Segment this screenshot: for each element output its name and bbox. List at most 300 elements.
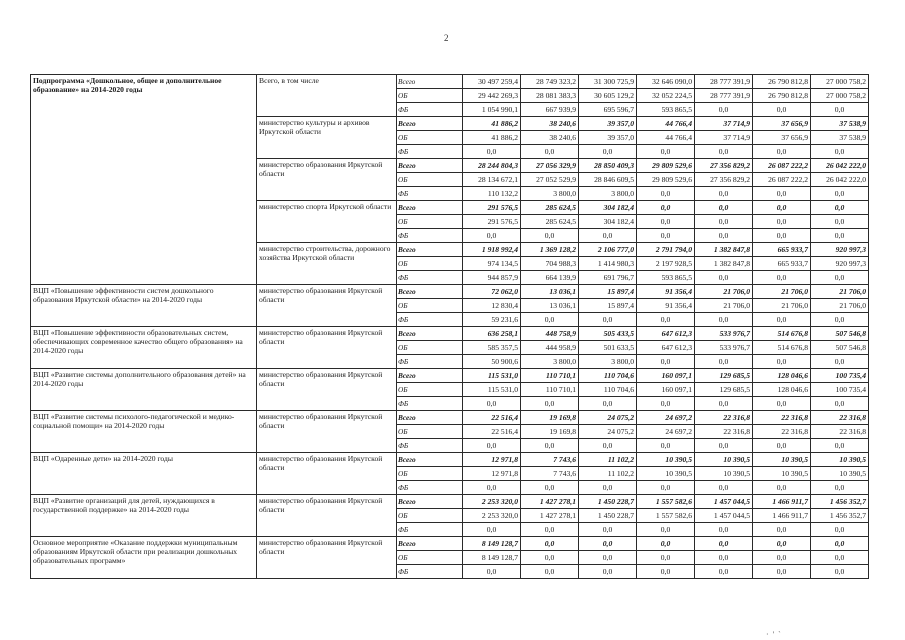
amount-cell: 593 865,5: [637, 271, 695, 285]
amount-cell: 115 531,0: [463, 369, 521, 383]
amount-cell: 21 706,0: [753, 299, 811, 313]
amount-cell: 59 231,6: [463, 313, 521, 327]
amount-cell: 0,0: [695, 271, 753, 285]
amount-cell: 0,0: [579, 229, 637, 243]
amount-cell: 1 456 352,7: [811, 495, 869, 509]
amount-cell: 72 062,0: [463, 285, 521, 299]
amount-cell: 3 800,0: [521, 187, 579, 201]
amount-cell: 26 087 222,2: [753, 159, 811, 173]
table-row: [31, 537, 869, 551]
executor-name: министерство культуры и архивов Иркутской области: [257, 117, 397, 159]
amount-cell: 10 390,5: [753, 453, 811, 467]
amount-cell: 1 382 847,8: [695, 257, 753, 271]
amount-cell: 0,0: [811, 523, 869, 537]
amount-cell: 110 704,6: [579, 369, 637, 383]
amount-cell: 1 457 044,5: [695, 495, 753, 509]
funding-source: ФБ: [397, 313, 463, 327]
amount-cell: 0,0: [695, 565, 753, 579]
amount-cell: 1 557 582,6: [637, 509, 695, 523]
amount-cell: 0,0: [637, 229, 695, 243]
funding-source: ОБ: [397, 341, 463, 355]
amount-cell: 0,0: [695, 103, 753, 117]
executor-name: министерство образования Иркутской области: [257, 495, 397, 537]
amount-cell: 0,0: [579, 523, 637, 537]
funding-source: ОБ: [397, 173, 463, 187]
amount-cell: 0,0: [463, 397, 521, 411]
funding-source: Всего: [397, 495, 463, 509]
amount-cell: 0,0: [811, 201, 869, 215]
amount-cell: 12 971,8: [463, 453, 521, 467]
amount-cell: 304 182,4: [579, 201, 637, 215]
amount-cell: 26 790 812,8: [753, 75, 811, 89]
amount-cell: 29 442 269,3: [463, 89, 521, 103]
amount-cell: 0,0: [753, 439, 811, 453]
amount-cell: 7 743,6: [521, 467, 579, 481]
amount-cell: 7 743,6: [521, 453, 579, 467]
amount-cell: 0,0: [521, 481, 579, 495]
amount-cell: 10 390,5: [637, 467, 695, 481]
amount-cell: 0,0: [753, 215, 811, 229]
amount-cell: 0,0: [811, 187, 869, 201]
funding-source: Всего: [397, 537, 463, 551]
funding-source: Всего: [397, 243, 463, 257]
amount-cell: 110 132,2: [463, 187, 521, 201]
amount-cell: 0,0: [637, 565, 695, 579]
amount-cell: 15 897,4: [579, 299, 637, 313]
amount-cell: 0,0: [695, 439, 753, 453]
amount-cell: 110 710,1: [521, 383, 579, 397]
executor-name: министерство образования Иркутской области: [257, 537, 397, 579]
amount-cell: 0,0: [579, 145, 637, 159]
amount-cell: 0,0: [753, 103, 811, 117]
amount-cell: 0,0: [579, 397, 637, 411]
amount-cell: 21 706,0: [695, 285, 753, 299]
amount-cell: 974 134,5: [463, 257, 521, 271]
amount-cell: 24 075,2: [579, 411, 637, 425]
amount-cell: 691 796,7: [579, 271, 637, 285]
amount-cell: 27 356 829,2: [695, 173, 753, 187]
amount-cell: 593 865,5: [637, 103, 695, 117]
funding-source: ОБ: [397, 299, 463, 313]
amount-cell: 26 790 812,8: [753, 89, 811, 103]
program-name: Основное мероприятие «Оказание поддержки муниципальным образованиям Иркутской области при реализации дошкольных образовательных программ»: [31, 537, 257, 579]
funding-source: ФБ: [397, 229, 463, 243]
amount-cell: 1 456 352,7: [811, 509, 869, 523]
amount-cell: 26 042 222,0: [811, 159, 869, 173]
amount-cell: 695 596,7: [579, 103, 637, 117]
amount-cell: 0,0: [637, 537, 695, 551]
program-name: ВЦП «Повышение эффективности систем дошкольного образования Иркутской области» на 2014-2020 годы: [31, 285, 257, 327]
amount-cell: 0,0: [637, 355, 695, 369]
amount-cell: 0,0: [811, 103, 869, 117]
funding-source: ФБ: [397, 439, 463, 453]
amount-cell: 0,0: [579, 537, 637, 551]
amount-cell: 100 735,4: [811, 369, 869, 383]
amount-cell: 115 531,0: [463, 383, 521, 397]
amount-cell: 304 182,4: [579, 215, 637, 229]
amount-cell: 37 714,9: [695, 131, 753, 145]
amount-cell: 38 240,6: [521, 131, 579, 145]
scan-artifact: · ' `: [766, 630, 782, 639]
table-body: [31, 75, 869, 579]
amount-cell: 0,0: [463, 145, 521, 159]
amount-cell: 0,0: [753, 229, 811, 243]
amount-cell: 44 766,4: [637, 131, 695, 145]
amount-cell: 31 300 725,9: [579, 75, 637, 89]
funding-source: ОБ: [397, 383, 463, 397]
funding-source: ОБ: [397, 89, 463, 103]
amount-cell: 29 809 529,6: [637, 173, 695, 187]
amount-cell: 0,0: [753, 187, 811, 201]
amount-cell: 2 253 320,0: [463, 509, 521, 523]
amount-cell: 27 000 758,2: [811, 89, 869, 103]
executor-name: министерство образования Иркутской области: [257, 285, 397, 327]
amount-cell: 514 676,8: [753, 341, 811, 355]
amount-cell: 21 706,0: [811, 299, 869, 313]
amount-cell: 0,0: [463, 439, 521, 453]
amount-cell: 1 466 911,7: [753, 509, 811, 523]
amount-cell: 32 646 090,0: [637, 75, 695, 89]
amount-cell: 3 800,0: [579, 187, 637, 201]
funding-source: ОБ: [397, 131, 463, 145]
amount-cell: 3 800,0: [521, 355, 579, 369]
amount-cell: 667 939,9: [521, 103, 579, 117]
amount-cell: 129 685,5: [695, 369, 753, 383]
amount-cell: 22 316,8: [695, 411, 753, 425]
funding-source: Всего: [397, 327, 463, 341]
amount-cell: 920 997,3: [811, 257, 869, 271]
amount-cell: 22 316,8: [695, 425, 753, 439]
amount-cell: 0,0: [637, 481, 695, 495]
amount-cell: 2 253 320,0: [463, 495, 521, 509]
amount-cell: 15 897,4: [579, 285, 637, 299]
amount-cell: 1 427 278,1: [521, 495, 579, 509]
amount-cell: 944 857,9: [463, 271, 521, 285]
amount-cell: 0,0: [579, 313, 637, 327]
program-name: ВЦП «Повышение эффективности образовательных систем, обеспечивающих современное качество общего образования» на 2014-2020 годы: [31, 327, 257, 369]
executor-name: Всего, в том числе: [257, 75, 397, 117]
amount-cell: 0,0: [695, 551, 753, 565]
amount-cell: 28 244 804,3: [463, 159, 521, 173]
amount-cell: 44 766,4: [637, 117, 695, 131]
amount-cell: 24 075,2: [579, 425, 637, 439]
amount-cell: 22 316,8: [753, 425, 811, 439]
table-row: [31, 453, 869, 467]
page-number: 2: [444, 33, 449, 43]
amount-cell: 8 149 128,7: [463, 537, 521, 551]
funding-source: ОБ: [397, 509, 463, 523]
funding-source: ФБ: [397, 565, 463, 579]
amount-cell: 0,0: [521, 229, 579, 243]
amount-cell: 1 457 044,5: [695, 509, 753, 523]
table-row: [31, 411, 869, 425]
executor-name: министерство образования Иркутской области: [257, 411, 397, 453]
amount-cell: 30 605 129,2: [579, 89, 637, 103]
amount-cell: 21 706,0: [753, 285, 811, 299]
funding-source: Всего: [397, 159, 463, 173]
funding-source: Всего: [397, 369, 463, 383]
funding-source: ФБ: [397, 103, 463, 117]
amount-cell: 0,0: [811, 397, 869, 411]
amount-cell: 665 933,7: [753, 257, 811, 271]
amount-cell: 24 697,2: [637, 411, 695, 425]
amount-cell: 0,0: [753, 313, 811, 327]
amount-cell: 0,0: [521, 523, 579, 537]
amount-cell: 10 390,5: [811, 453, 869, 467]
amount-cell: 0,0: [463, 481, 521, 495]
amount-cell: 160 097,1: [637, 369, 695, 383]
executor-name: министерство строительства, дорожного хозяйства Иркутской области: [257, 243, 397, 285]
amount-cell: 1 382 847,8: [695, 243, 753, 257]
amount-cell: 24 697,2: [637, 425, 695, 439]
amount-cell: 0,0: [695, 229, 753, 243]
executor-name: министерство образования Иркутской области: [257, 369, 397, 411]
amount-cell: 0,0: [753, 145, 811, 159]
amount-cell: 0,0: [637, 551, 695, 565]
amount-cell: 636 258,1: [463, 327, 521, 341]
amount-cell: 444 958,9: [521, 341, 579, 355]
amount-cell: 128 046,6: [753, 383, 811, 397]
amount-cell: 533 976,7: [695, 327, 753, 341]
amount-cell: 21 706,0: [811, 285, 869, 299]
amount-cell: 28 749 323,2: [521, 75, 579, 89]
amount-cell: 39 357,0: [579, 131, 637, 145]
amount-cell: 0,0: [811, 537, 869, 551]
program-name: ВЦП «Развитие организаций для детей, нуждающихся в государственной поддержке» на 2014-2020 годы: [31, 495, 257, 537]
funding-source: ФБ: [397, 523, 463, 537]
amount-cell: 665 933,7: [753, 243, 811, 257]
amount-cell: 1 450 228,7: [579, 509, 637, 523]
amount-cell: 0,0: [695, 187, 753, 201]
amount-cell: 10 390,5: [811, 467, 869, 481]
amount-cell: 22 316,8: [811, 411, 869, 425]
amount-cell: 91 356,4: [637, 299, 695, 313]
amount-cell: 28 850 409,3: [579, 159, 637, 173]
amount-cell: 0,0: [695, 397, 753, 411]
amount-cell: 0,0: [753, 201, 811, 215]
funding-source: ФБ: [397, 187, 463, 201]
amount-cell: 29 809 529,6: [637, 159, 695, 173]
amount-cell: 0,0: [811, 145, 869, 159]
amount-cell: 0,0: [695, 215, 753, 229]
amount-cell: 19 169,8: [521, 425, 579, 439]
amount-cell: 22 516,4: [463, 425, 521, 439]
amount-cell: 285 624,5: [521, 215, 579, 229]
amount-cell: 0,0: [463, 523, 521, 537]
amount-cell: 1 918 992,4: [463, 243, 521, 257]
amount-cell: 0,0: [637, 215, 695, 229]
amount-cell: 0,0: [637, 145, 695, 159]
funding-source: Всего: [397, 411, 463, 425]
funding-source: ОБ: [397, 215, 463, 229]
amount-cell: 501 633,5: [579, 341, 637, 355]
amount-cell: 27 356 829,2: [695, 159, 753, 173]
amount-cell: 110 710,1: [521, 369, 579, 383]
amount-cell: 0,0: [753, 481, 811, 495]
amount-cell: 0,0: [521, 145, 579, 159]
amount-cell: 28 134 672,1: [463, 173, 521, 187]
amount-cell: 0,0: [753, 565, 811, 579]
amount-cell: 0,0: [579, 565, 637, 579]
amount-cell: 0,0: [753, 551, 811, 565]
amount-cell: 647 612,3: [637, 327, 695, 341]
amount-cell: 0,0: [521, 565, 579, 579]
amount-cell: 0,0: [579, 481, 637, 495]
amount-cell: 2 791 794,0: [637, 243, 695, 257]
amount-cell: 39 357,0: [579, 117, 637, 131]
amount-cell: 129 685,5: [695, 383, 753, 397]
amount-cell: 41 886,2: [463, 131, 521, 145]
amount-cell: 0,0: [811, 271, 869, 285]
amount-cell: 291 576,5: [463, 215, 521, 229]
amount-cell: 22 516,4: [463, 411, 521, 425]
executor-name: министерство образования Иркутской области: [257, 453, 397, 495]
amount-cell: 100 735,4: [811, 383, 869, 397]
amount-cell: 0,0: [637, 187, 695, 201]
program-name: ВЦП «Развитие системы психолого-педагогической и медико-социальной помощи» на 2014-2020 годы: [31, 411, 257, 453]
program-name: ВЦП «Развитие системы дополнительного образования детей» на 2014-2020 годы: [31, 369, 257, 411]
funding-source: ОБ: [397, 257, 463, 271]
amount-cell: 0,0: [811, 355, 869, 369]
amount-cell: 0,0: [579, 439, 637, 453]
amount-cell: 507 546,8: [811, 327, 869, 341]
amount-cell: 0,0: [637, 523, 695, 537]
amount-cell: 32 052 224,5: [637, 89, 695, 103]
amount-cell: 110 704,6: [579, 383, 637, 397]
amount-cell: 50 900,6: [463, 355, 521, 369]
amount-cell: 0,0: [695, 523, 753, 537]
amount-cell: 1 450 228,7: [579, 495, 637, 509]
amount-cell: 0,0: [811, 215, 869, 229]
amount-cell: 11 102,2: [579, 453, 637, 467]
amount-cell: 0,0: [811, 313, 869, 327]
amount-cell: 533 976,7: [695, 341, 753, 355]
executor-name: министерство спорта Иркутской области: [257, 201, 397, 243]
amount-cell: 30 497 259,4: [463, 75, 521, 89]
amount-cell: 10 390,5: [637, 453, 695, 467]
amount-cell: 0,0: [463, 229, 521, 243]
amount-cell: 647 612,3: [637, 341, 695, 355]
amount-cell: 585 357,5: [463, 341, 521, 355]
program-name: Подпрограмма «Дошкольное, общее и дополнительное образование» на 2014-2020 годы: [31, 75, 257, 285]
amount-cell: 91 356,4: [637, 285, 695, 299]
table-row: [31, 327, 869, 341]
amount-cell: 0,0: [579, 551, 637, 565]
amount-cell: 0,0: [695, 355, 753, 369]
amount-cell: 0,0: [463, 565, 521, 579]
amount-cell: 0,0: [811, 481, 869, 495]
amount-cell: 8 149 128,7: [463, 551, 521, 565]
amount-cell: 505 433,5: [579, 327, 637, 341]
executor-name: министерство образования Иркутской области: [257, 327, 397, 369]
amount-cell: 0,0: [811, 229, 869, 243]
amount-cell: 664 139,9: [521, 271, 579, 285]
funding-source: ФБ: [397, 397, 463, 411]
amount-cell: 10 390,5: [695, 453, 753, 467]
amount-cell: 12 830,4: [463, 299, 521, 313]
amount-cell: 291 576,5: [463, 201, 521, 215]
amount-cell: 28 081 383,3: [521, 89, 579, 103]
amount-cell: 37 656,9: [753, 117, 811, 131]
amount-cell: 27 056 329,9: [521, 159, 579, 173]
amount-cell: 0,0: [695, 313, 753, 327]
amount-cell: 0,0: [521, 313, 579, 327]
funding-source: ФБ: [397, 271, 463, 285]
funding-source: Всего: [397, 453, 463, 467]
funding-source: ОБ: [397, 425, 463, 439]
amount-cell: 22 316,8: [753, 411, 811, 425]
table-row: [31, 75, 869, 89]
table-row: [31, 495, 869, 509]
table-row: [31, 369, 869, 383]
amount-cell: 0,0: [753, 537, 811, 551]
amount-cell: 0,0: [637, 313, 695, 327]
amount-cell: 1 557 582,6: [637, 495, 695, 509]
amount-cell: 507 546,8: [811, 341, 869, 355]
amount-cell: 41 886,2: [463, 117, 521, 131]
amount-cell: 0,0: [695, 537, 753, 551]
amount-cell: 704 988,3: [521, 257, 579, 271]
funding-source: Всего: [397, 201, 463, 215]
amount-cell: 1 466 911,7: [753, 495, 811, 509]
amount-cell: 28 846 609,5: [579, 173, 637, 187]
amount-cell: 1 369 128,2: [521, 243, 579, 257]
amount-cell: 0,0: [811, 439, 869, 453]
funding-source: ФБ: [397, 355, 463, 369]
amount-cell: 3 800,0: [579, 355, 637, 369]
amount-cell: 22 316,8: [811, 425, 869, 439]
amount-cell: 1 054 990,1: [463, 103, 521, 117]
amount-cell: 0,0: [695, 145, 753, 159]
amount-cell: 10 390,5: [753, 467, 811, 481]
amount-cell: 21 706,0: [695, 299, 753, 313]
amount-cell: 28 777 391,9: [695, 89, 753, 103]
amount-cell: 0,0: [753, 271, 811, 285]
program-name: ВЦП «Одаренные дети» на 2014-2020 годы: [31, 453, 257, 495]
executor-name: министерство образования Иркутской области: [257, 159, 397, 201]
funding-source: Всего: [397, 75, 463, 89]
amount-cell: 160 097,1: [637, 383, 695, 397]
amount-cell: 13 036,1: [521, 285, 579, 299]
amount-cell: 38 240,6: [521, 117, 579, 131]
amount-cell: 1 427 278,1: [521, 509, 579, 523]
amount-cell: 0,0: [637, 397, 695, 411]
amount-cell: 26 042 222,0: [811, 173, 869, 187]
amount-cell: 0,0: [811, 551, 869, 565]
amount-cell: 0,0: [637, 439, 695, 453]
amount-cell: 0,0: [811, 565, 869, 579]
funding-source: ОБ: [397, 467, 463, 481]
amount-cell: 448 758,9: [521, 327, 579, 341]
funding-source: Всего: [397, 285, 463, 299]
amount-cell: 0,0: [695, 481, 753, 495]
funding-source: ОБ: [397, 551, 463, 565]
amount-cell: 285 624,5: [521, 201, 579, 215]
amount-cell: 2 106 777,0: [579, 243, 637, 257]
amount-cell: 0,0: [521, 439, 579, 453]
amount-cell: 27 000 758,2: [811, 75, 869, 89]
amount-cell: 37 538,9: [811, 131, 869, 145]
amount-cell: 37 714,9: [695, 117, 753, 131]
budget-table: [30, 74, 869, 579]
amount-cell: 514 676,8: [753, 327, 811, 341]
funding-source: ФБ: [397, 481, 463, 495]
amount-cell: 1 414 980,3: [579, 257, 637, 271]
amount-cell: 2 197 928,5: [637, 257, 695, 271]
funding-source: ФБ: [397, 145, 463, 159]
funding-source: Всего: [397, 117, 463, 131]
amount-cell: 920 997,3: [811, 243, 869, 257]
